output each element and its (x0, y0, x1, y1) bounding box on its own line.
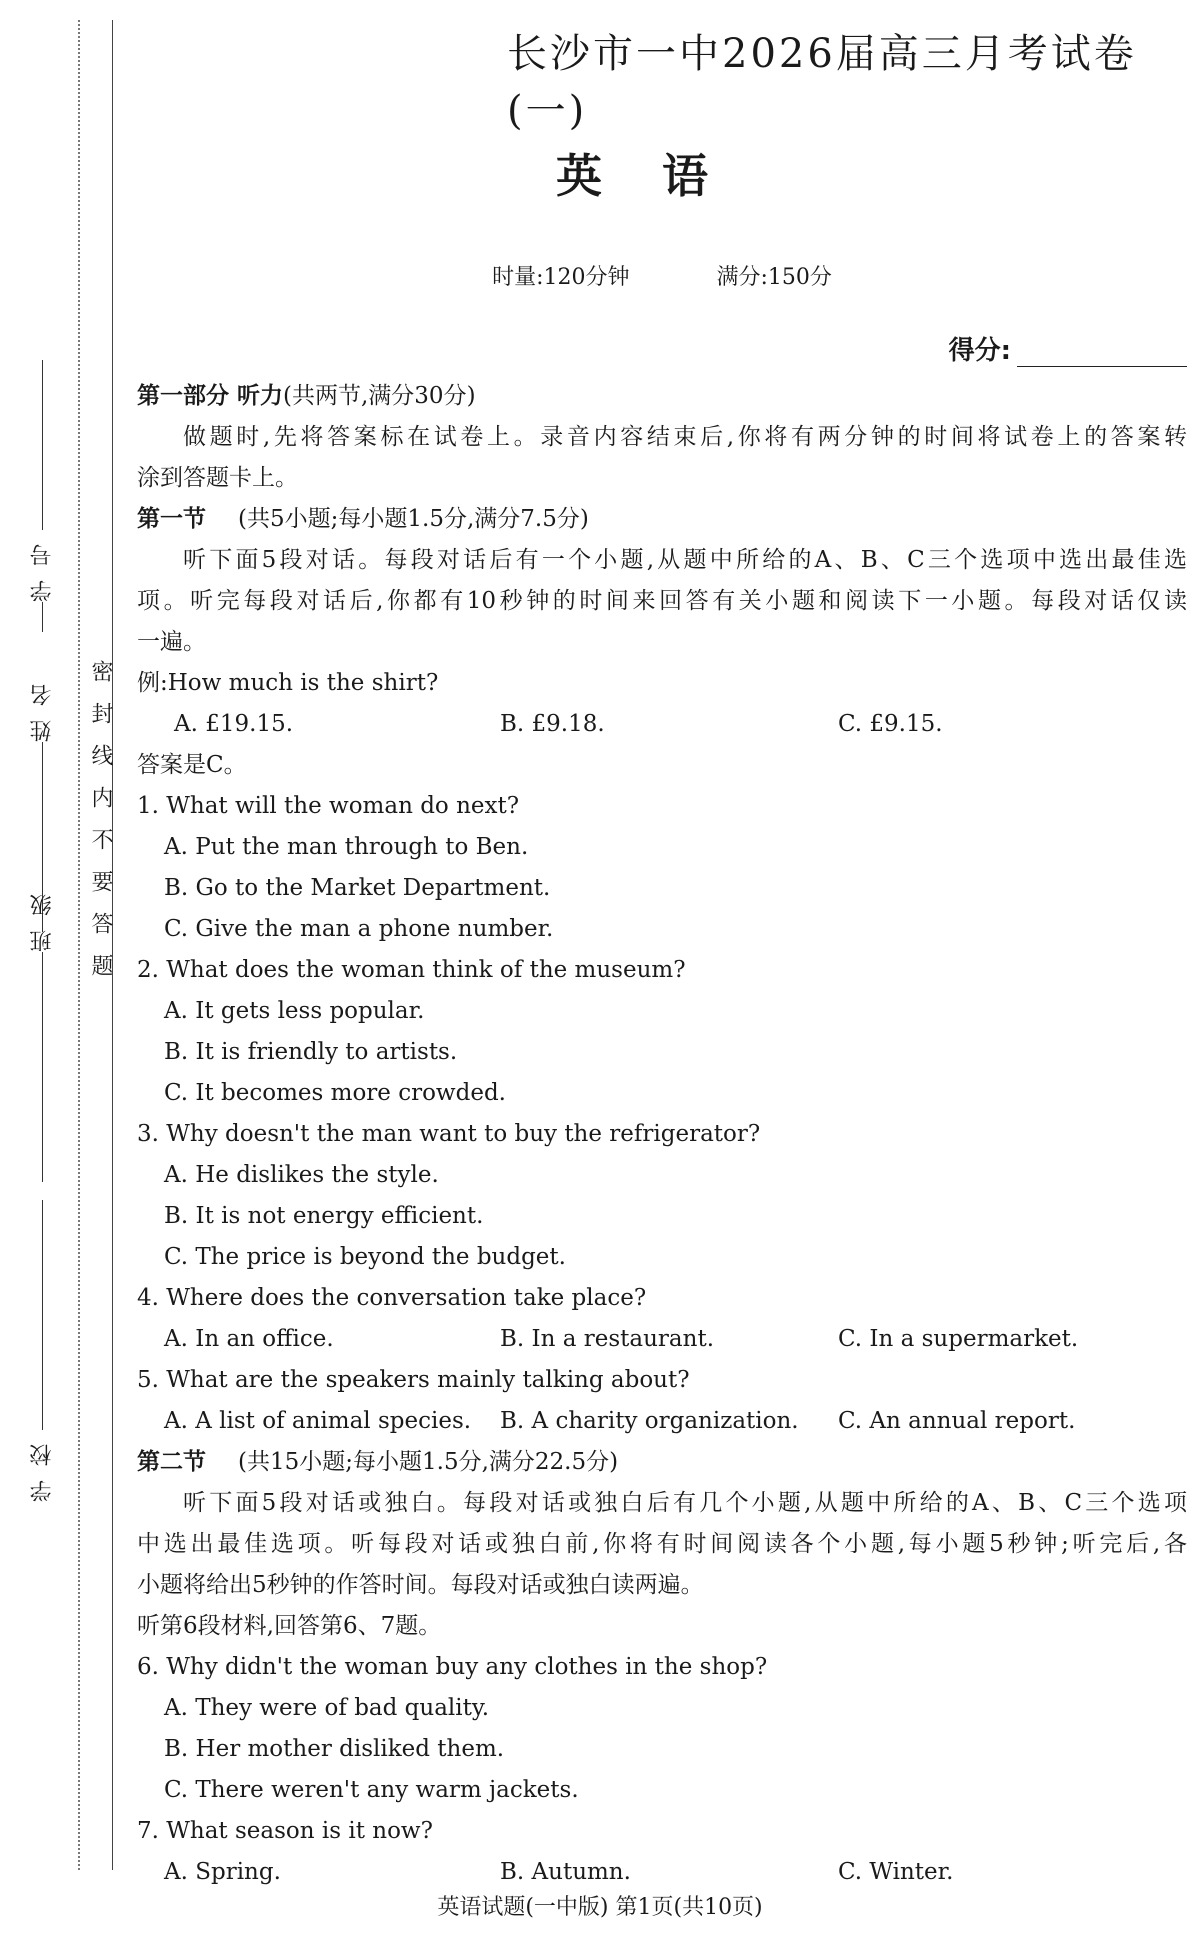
question-7: 7. What season is it now? (137, 1818, 433, 1844)
example-question: 例:How much is the shirt? (137, 670, 439, 696)
option-c[interactable]: C. There weren't any warm jackets. (164, 1777, 579, 1803)
option-a[interactable]: A. They were of bad quality. (164, 1695, 490, 1721)
student-id-field[interactable] (22, 360, 62, 632)
example-answer: 答案是C。 (137, 752, 247, 778)
page-footer: 英语试题(一中版) 第1页(共10页) (437, 1895, 763, 1920)
option-b[interactable]: B. Autumn. (500, 1859, 631, 1885)
question-6: 6. Why didn't the woman buy any clothes in the shop? (137, 1654, 768, 1680)
class-field[interactable] (22, 880, 62, 1182)
name-label: 姓名 (29, 670, 55, 742)
example-options (137, 704, 1187, 745)
time-limit: 时量:120分钟 (492, 265, 630, 290)
option-a[interactable]: A. Put the man through to Ben. (164, 834, 529, 860)
question-5-options (137, 1401, 1187, 1442)
question-4-options (137, 1319, 1187, 1360)
option-b: B. £9.18. (500, 711, 605, 737)
option-c[interactable]: C. Give the man a phone number. (164, 916, 554, 942)
option-c[interactable]: C. In a supermarket. (838, 1326, 1079, 1352)
full-score: 满分:150分 (716, 265, 832, 290)
option-c[interactable]: C. It becomes more crowded. (164, 1080, 506, 1106)
seal-warning: 密封线内不要答题 (88, 660, 113, 996)
class-label: 班级 (29, 880, 55, 952)
question-3: 3. Why doesn't the man want to buy the refrigerator? (137, 1121, 761, 1147)
option-c[interactable]: C. An annual report. (838, 1408, 1076, 1434)
score-field[interactable] (949, 330, 1187, 367)
question-4: 4. Where does the conversation take place? (137, 1285, 647, 1311)
score-blank[interactable] (1017, 340, 1187, 367)
option-b[interactable]: B. It is friendly to artists. (164, 1039, 458, 1065)
seal-dotted-line (78, 20, 80, 1870)
option-b[interactable]: B. Her mother disliked them. (164, 1736, 505, 1762)
exam-title: 长沙市一中2026届高三月考试卷(一) (507, 31, 1137, 134)
exam-time-info (137, 260, 1187, 291)
subject-title: 英语 (556, 149, 768, 203)
section1-heading: 第一节 (共5小题;每小题1.5分,满分7.5分) (137, 506, 589, 532)
section2-heading: 第二节 (共15小题;每小题1.5分,满分22.5分) (137, 1449, 619, 1475)
section2-intro: 听下面5段对话或独白。每段对话或独白后有几个小题,从题中所给的A、B、C三个选项 (183, 1490, 1187, 1516)
option-b[interactable]: B. In a restaurant. (500, 1326, 715, 1352)
part1-intro: 做题时,先将答案标在试卷上。录音内容结束后,你将有两分钟的时间将试卷上的答案转 (183, 424, 1187, 450)
option-c[interactable]: C. Winter. (838, 1859, 954, 1885)
material-note: 听第6段材料,回答第6、7题。 (137, 1613, 442, 1639)
school-field[interactable] (22, 1200, 62, 1502)
question-5: 5. What are the speakers mainly talking about? (137, 1367, 690, 1393)
option-a[interactable]: A. It gets less popular. (164, 998, 425, 1024)
school-label: 学校 (29, 1430, 55, 1502)
binding-margin (0, 0, 125, 1880)
question-1: 1. What will the woman do next? (137, 793, 520, 819)
option-b[interactable]: B. A charity organization. (500, 1408, 799, 1434)
option-b[interactable]: B. Go to the Market Department. (164, 875, 551, 901)
option-a[interactable]: A. In an office. (164, 1326, 334, 1352)
part1-heading: 第一部分 听力(共两节,满分30分) (137, 383, 476, 409)
option-c: C. £9.15. (838, 711, 943, 737)
exam-body: 第一部分 听力(共两节,满分30分) 做题时,先将答案标在试卷上。录音内容结束后,你将有两分钟的时间将试卷上的答案转 涂到答题卡上。 第一节 (共5小题;每小题1.5分,满分7.5分) 听下面5段对话。每段对话后有一个小题,从题中所给的A、B、C三个选项中选出最佳选 项。听完每段对话后,你都有10秒钟的时间来回答有关小题和阅读下一小题。每段对话仅读 一遍。 例:How much is the shirt? A. £19.15. B. £9.18. C. £9.15. 答案是C。 1. What will the woman do next? A. Put the man through to Ben. B. Go to the Market Department. C. Give the man a phone number. 2. What does the woman think of the museum? A. It gets less popular. B. It is friendly to artists. C. It becomes more crowded. 3. Why doesn't the man want to buy the refrigerator? A. He dislikes the style. B. It is not energy efficient. C. The price is beyond the budget. 4. Where does the conversation take place? A. In an office. B. In a restaurant. C. In a supermarket. 5. What are the speakers mainly talking about? A. A list of animal species. B. A charity organization. C. An annual report. 第二节 (共15小题;每小题1.5分,满分22.5分) 听下面5段对话或独白。每段对话或独白后有几个小题,从题中所给的A、B、C三个选项 中选出最佳选项。听每段对话或独白前,你将有时间阅读各个小题,每小题5秒钟;听完后,各 小题将给出5秒钟的作答时间。每段对话或独白读两遍。 听第6段材料,回答第6、7题。 6. Why didn't the woman buy any clothes in the shop? A. They were of bad quality. B. Her mother disliked them. C. There weren't any warm jackets. 7. What season is it now? A. Spring. B. Autumn. C. Winter. (137, 376, 1187, 1893)
option-a[interactable]: A. A list of animal species. (164, 1408, 472, 1434)
score-label: 得分: (948, 336, 1011, 366)
option-c[interactable]: C. The price is beyond the budget. (164, 1244, 566, 1270)
question-2: 2. What does the woman think of the museum? (137, 957, 686, 983)
question-7-options (137, 1852, 1187, 1893)
option-b[interactable]: B. It is not energy efficient. (164, 1203, 484, 1229)
option-a: A. £19.15. (174, 711, 294, 737)
option-a[interactable]: A. Spring. (164, 1859, 281, 1885)
section1-intro: 听下面5段对话。每段对话后有一个小题,从题中所给的A、B、C三个选项中选出最佳选 (183, 547, 1187, 573)
student-id-label: 学号 (29, 530, 55, 602)
option-a[interactable]: A. He dislikes the style. (164, 1162, 439, 1188)
